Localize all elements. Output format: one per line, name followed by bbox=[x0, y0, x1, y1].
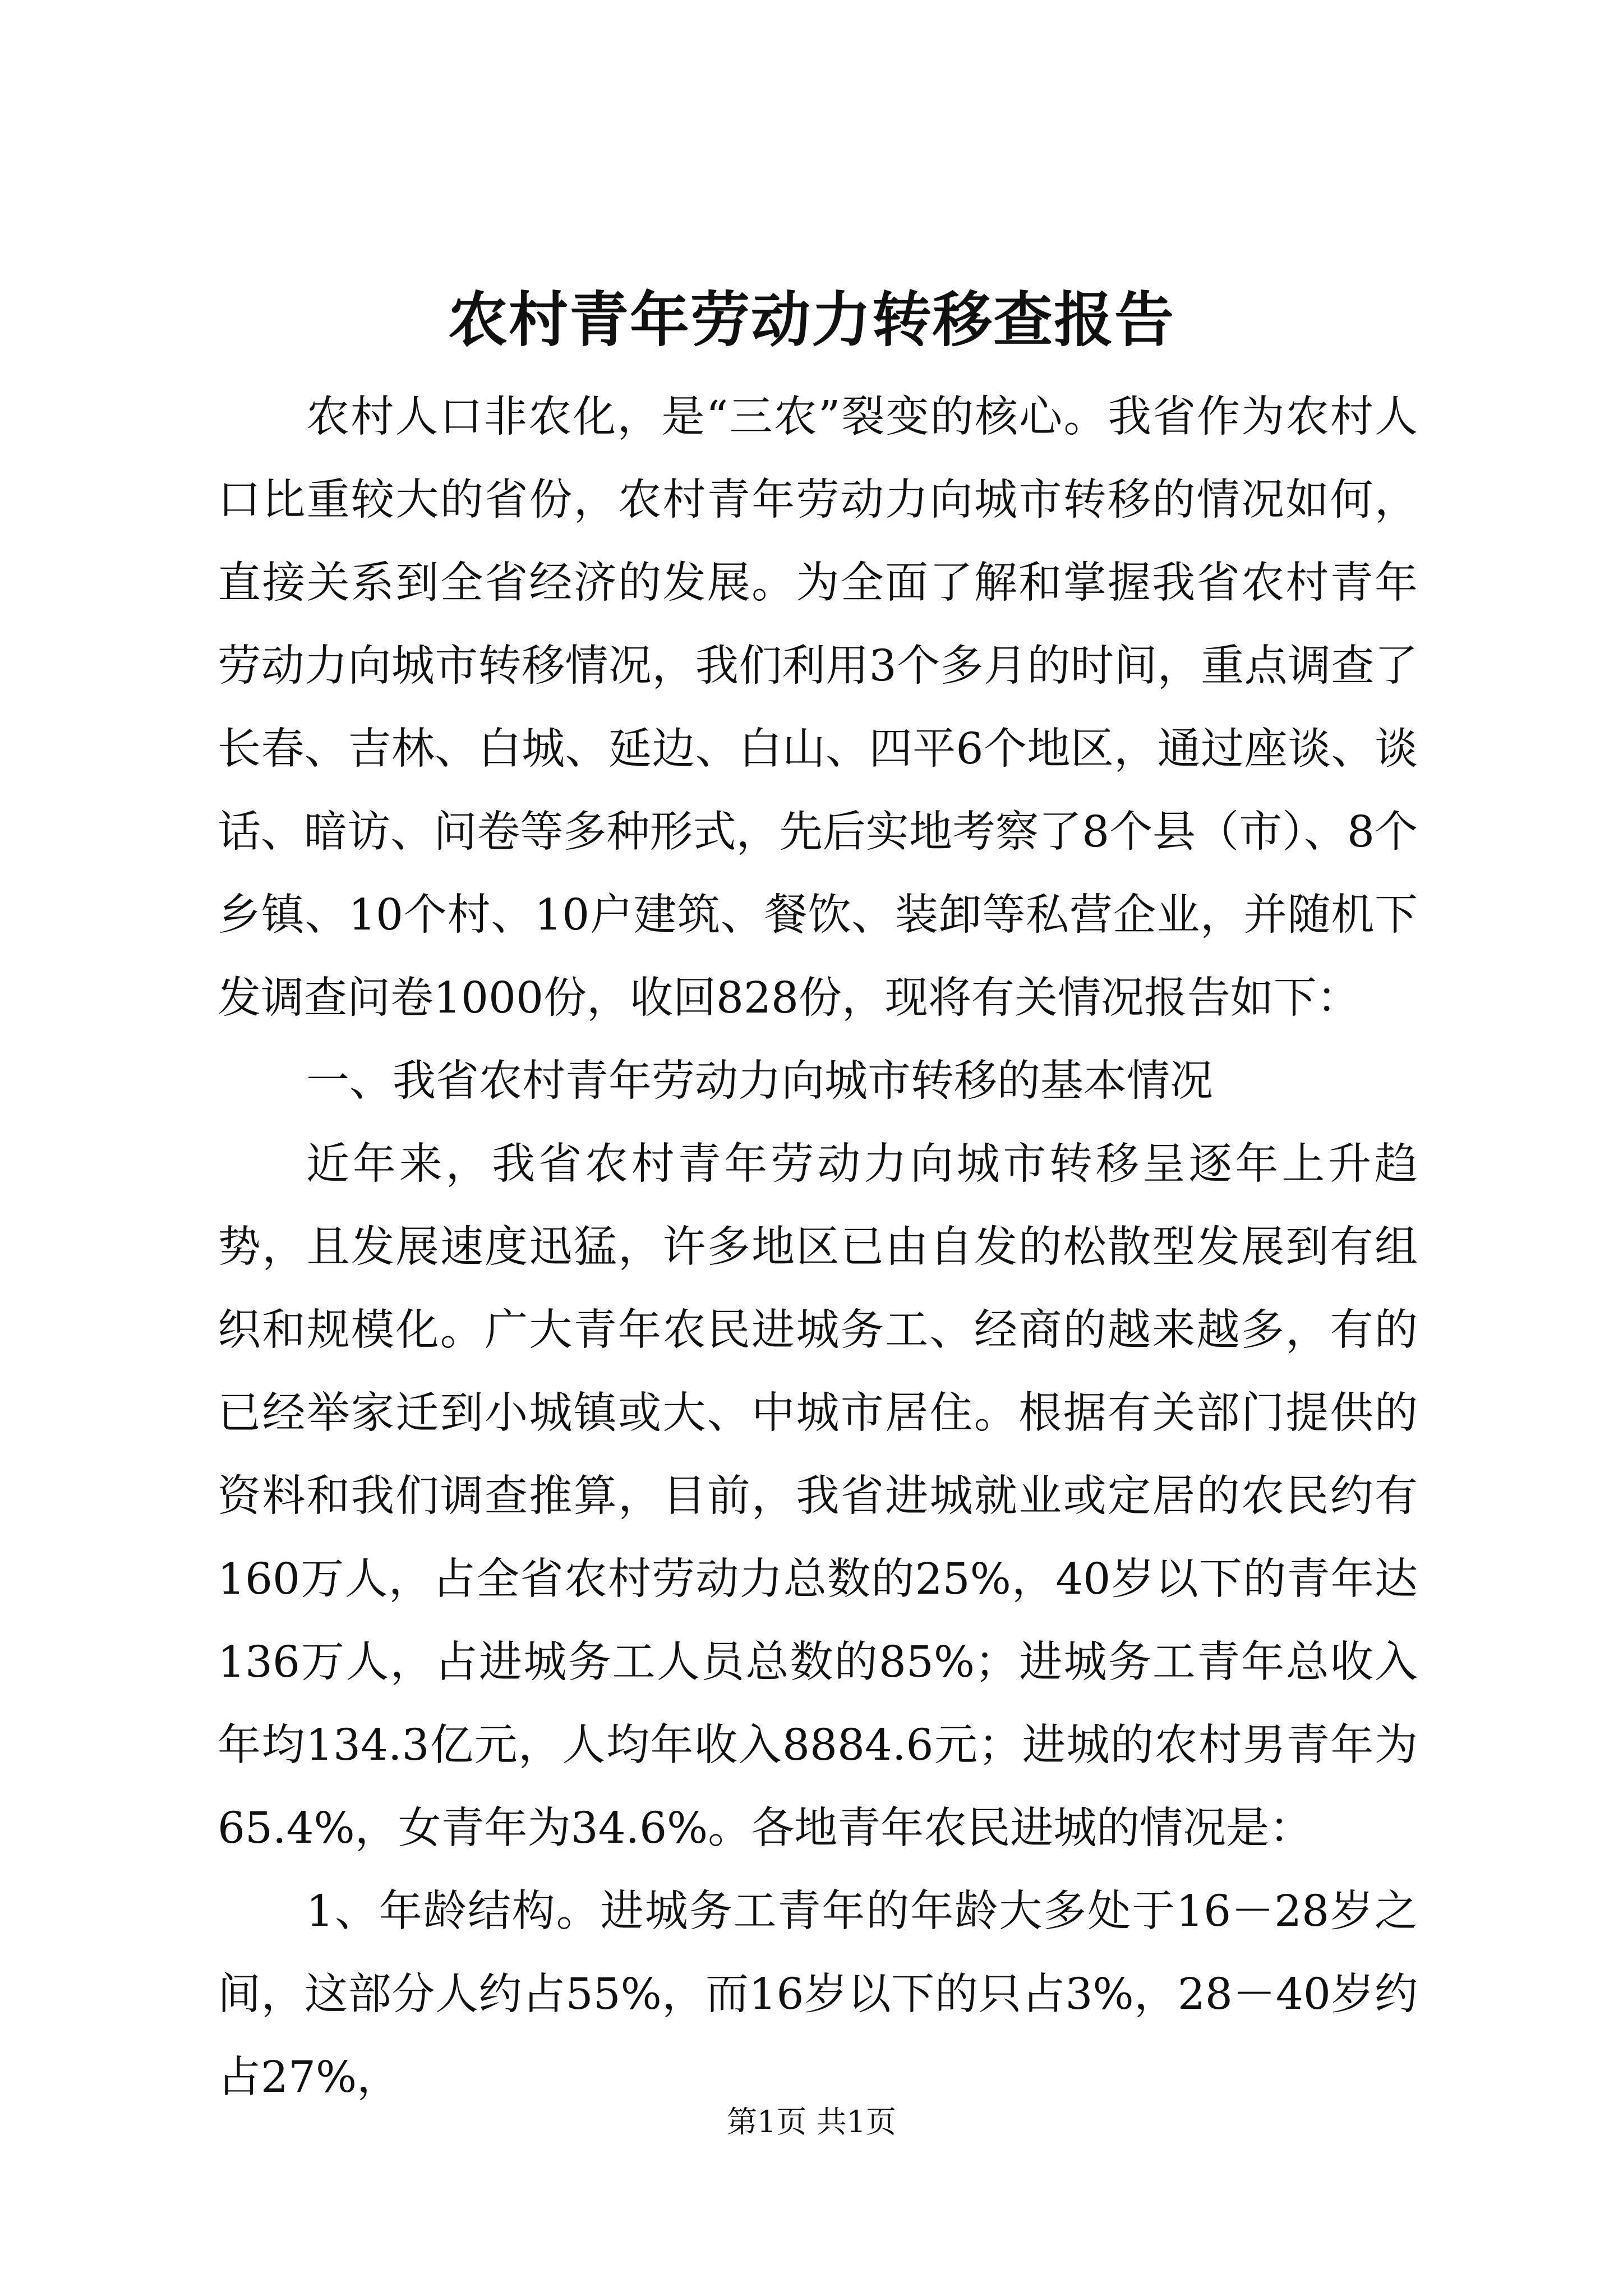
section-heading-1: 一、我省农村青年劳动力向城市转移的基本情况 bbox=[306, 1056, 1213, 1106]
document-title: 农村青年劳动力转移查报告 bbox=[448, 284, 1175, 355]
document-body bbox=[218, 376, 1418, 2119]
page-footer: 第1页 共1页 bbox=[727, 2104, 896, 2139]
paragraph-intro: 农村人口非农化，是“三农”裂变的核心。我省作为农村人口比重较大的省份，农村青年劳动力向城市转移的情况如何，直接关系到全省经济的发展。为全面了解和掌握我省农村青年劳动力向城市转移情况，我们利用3个多月的时间，重点调查了长春、吉林、白城、延边、白山、四平6个地区，通过座谈、谈话、暗访、问卷等多种形式，先后实地考察了8个县（市）、8个乡镇、10个村、10户建筑、餐饮、装卸等私营企业，并随机下发调查问卷1000份，收回828份，现将有关情况报告如下： bbox=[218, 392, 1418, 1023]
paragraph-basic-situation: 近年来，我省农村青年劳动力向城市转移呈逐年上升趋势，且发展速度迅猛，许多地区已由自发的松散型发展到有组织和规模化。广大青年农民进城务工、经商的越来越多，有的已经举家迁到小城镇或大、中城市居住。根据有关部门提供的资料和我们调查推算，目前，我省进城就业或定居的农民约有160万人，占全省农村劳动力总数的25%，40岁以下的青年达136万人，占进城务工人员总数的85%；进城务工青年总收入年均134.3亿元，人均年收入8884.6元；进城的农村男青年为65.4%，女青年为34.6%。各地青年农民进城的情况是： bbox=[218, 1139, 1418, 1853]
paragraph-age-structure: 1、年龄结构。进城务工青年的年龄大多处于16－28岁之间，这部分人约占55%，而16岁以下的只占3%，28－40岁约占27%， bbox=[218, 1887, 1418, 2102]
